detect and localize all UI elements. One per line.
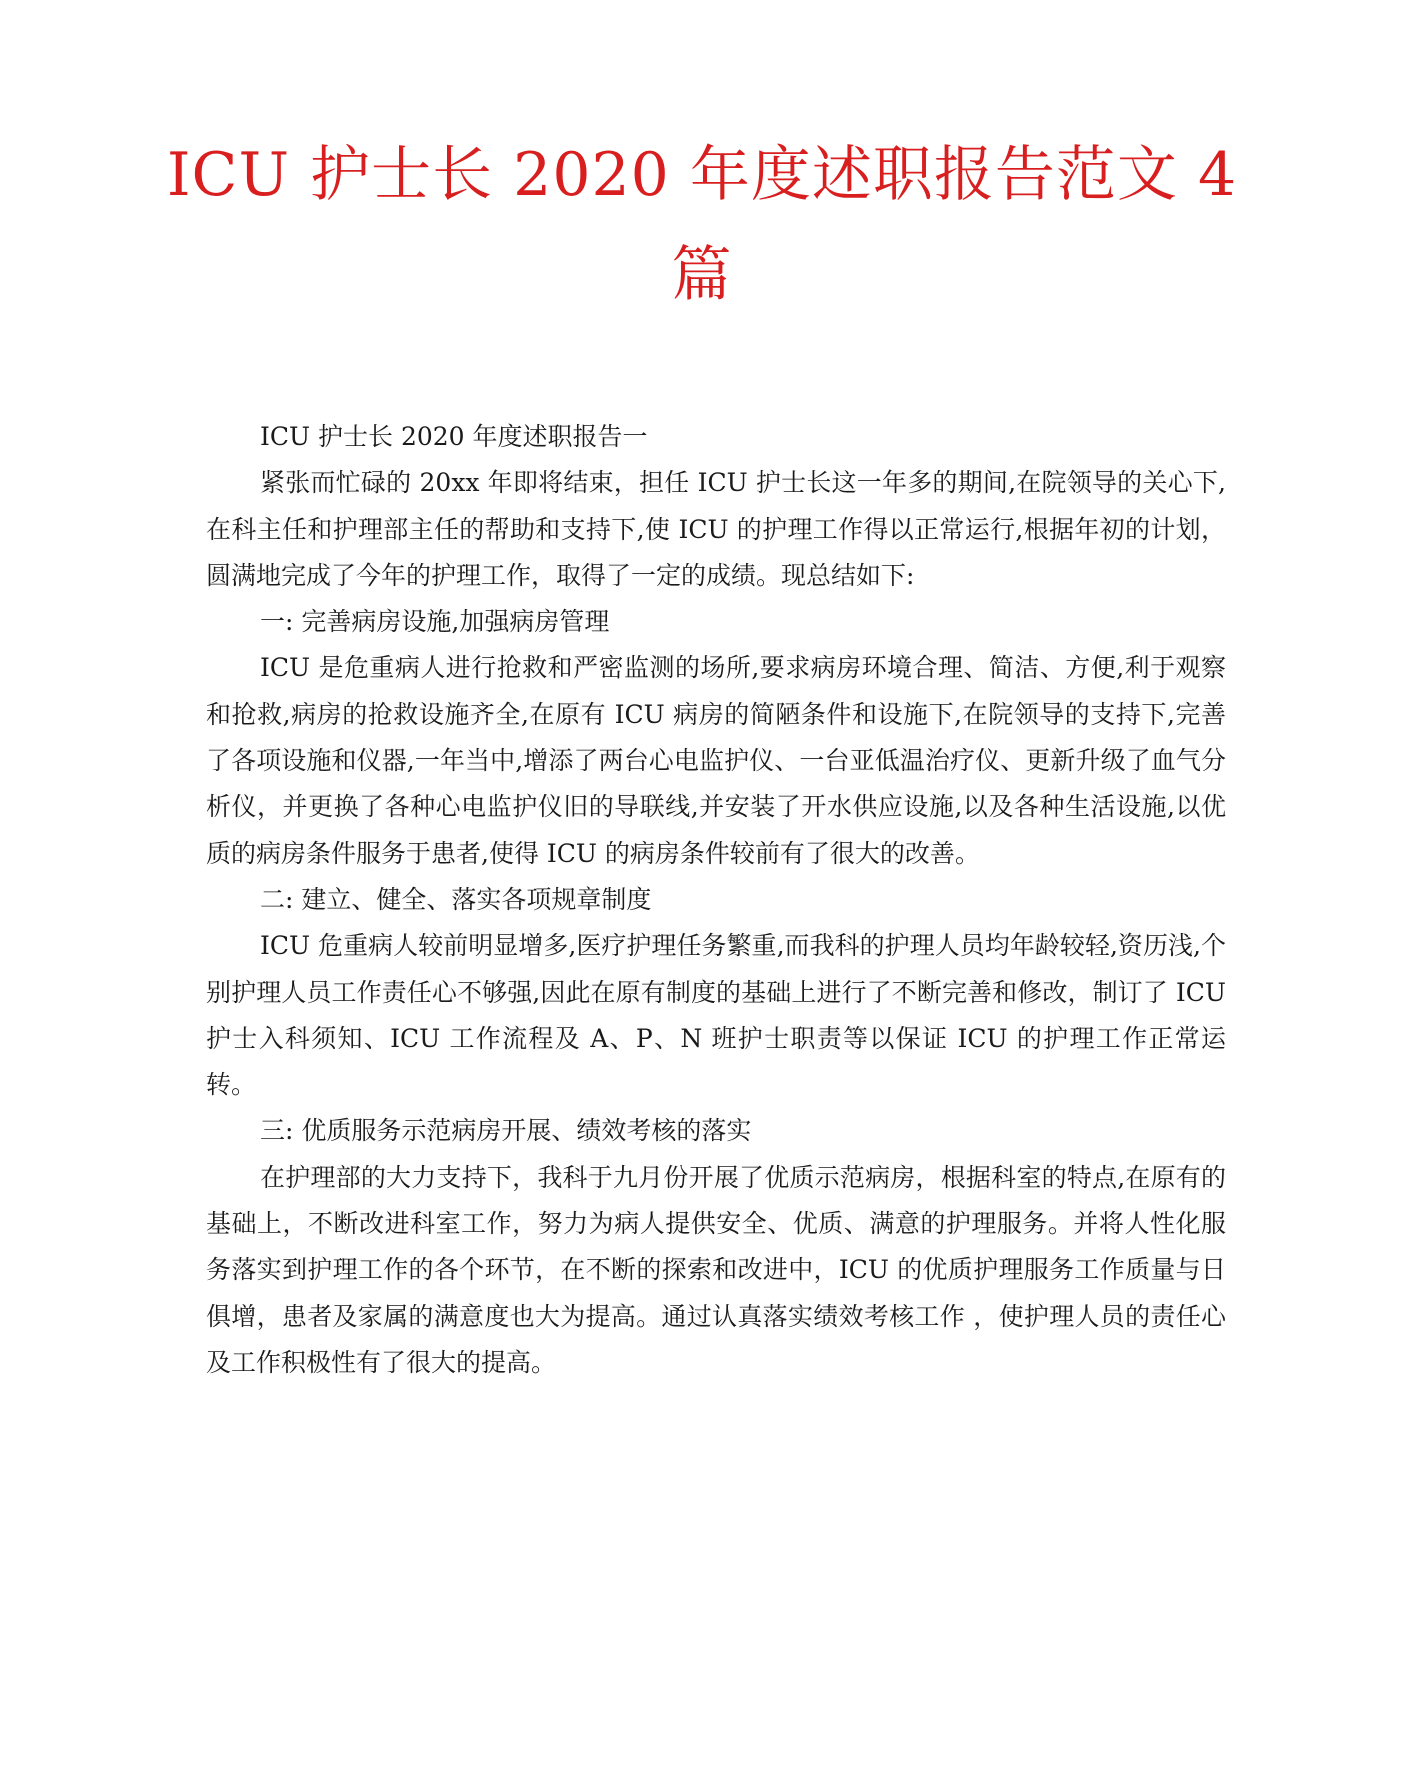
document-body bbox=[206, 414, 1226, 1386]
section-paragraph-3: 在护理部的大力支持下，我科于九月份开展了优质示范病房，根据科室的特点,在原有的基础上，不断改进科室工作，努力为病人提供安全、优质、满意的护理服务。并将人性化服务落实到护理工作的各个环节，在不断的探索和改进中，ICU 的优质护理服务工作质量与日俱增，患者及家属的满意度也大为提高。通过认真落实绩效考核工作 ，使护理人员的责任心及工作积极性有了很大的提高。 bbox=[206, 1162, 1226, 1377]
intro-paragraph: 紧张而忙碌的 20xx 年即将结束，担任 ICU 护士长这一年多的期间,在院领导的关心下,在科主任和护理部主任的帮助和支持下,使 ICU 的护理工作得以正常运行,根据年初的计划，圆满地完成了今年的护理工作，取得了一定的成绩。现总结如下: bbox=[206, 468, 1226, 590]
report-subtitle: ICU 护士长 2020 年度述职报告一 bbox=[260, 422, 648, 451]
section-heading-1: 一: 完善病房设施,加强病房管理 bbox=[260, 607, 610, 637]
section-heading-2: 二: 建立、健全、落实各项规章制度 bbox=[260, 884, 652, 914]
section-paragraph-2: ICU 危重病人较前明显增多,医疗护理任务繁重,而我科的护理人员均年龄较轻,资历浅,个别护理人员工作责任心不够强,因此在原有制度的基础上进行了不断完善和修改，制订了 ICU 护士入科须知、ICU 工作流程及 A、P、N 班护士职责等以保证 ICU 的护理工作正常运转。 bbox=[206, 931, 1226, 1100]
section-heading-3: 三: 优质服务示范病房开展、绩效考核的落实 bbox=[260, 1116, 752, 1146]
document-title: ICU 护士长 2020 年度述职报告范文 4 篇 bbox=[166, 140, 1238, 310]
section-paragraph-1: ICU 是危重病人进行抢救和严密监测的场所,要求病房环境合理、简洁、方便,利于观察和抢救,病房的抢救设施齐全,在原有 ICU 病房的简陋条件和设施下,在院领导的支持下,完善了各项设施和仪器,一年当中,增添了两台心电监护仪、一台亚低温治疗仪、更新升级了血气分析仪，并更换了各种心电监护仪旧的导联线,并安装了开水供应设施,以及各种生活设施,以优质的病房条件服务于患者,使得 ICU 的病房条件较前有了很大的改善。 bbox=[206, 653, 1226, 868]
